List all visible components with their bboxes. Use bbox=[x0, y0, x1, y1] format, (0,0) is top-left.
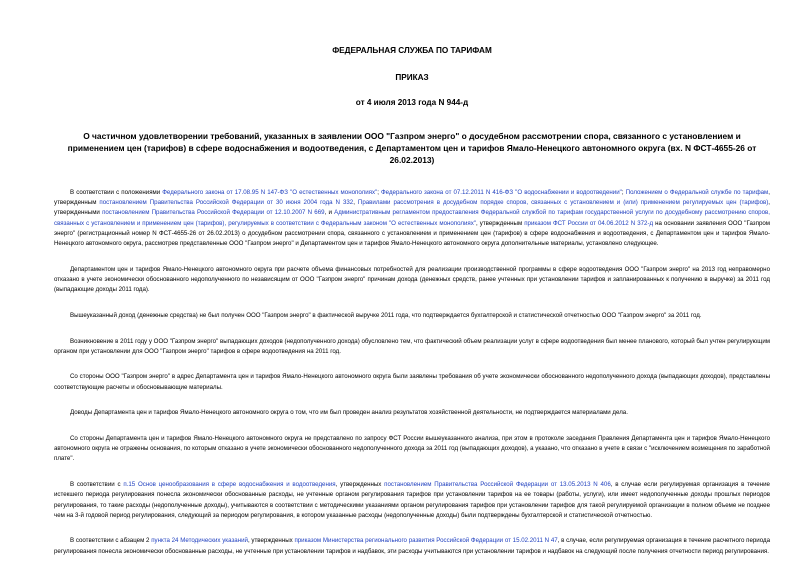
document-link[interactable]: пункта 24 Методических указаний bbox=[151, 537, 248, 545]
document-title: О частичном удовлетворении требований, указанных в заявлении ООО "Газпром энерго" о досудебном рассмотрении спора, связанного с установлением и применением цен (тарифов) в сфере водоснабжения и водоотведения, с Департаментом цен и тарифов Ямало-Ненецкого автономного округа (вх. N ФСТ-4655-26 от 26.02.2013) bbox=[67, 131, 757, 165]
paragraph-text: на основании заявления ООО "Газпром энерго" (регистрационный номер N ФСТ-4655-26 от 26.02.2013) о досудебном рассмотрении спора, связанного с установлением и применением цен (тарифов) в сфере водоснабжения и водоотведения, с Департаментом цен и тарифов Ямало-Ненецкого автономного округа, рассмотрев представленные ООО "Газпром энерго" и Департаментом цен и тарифов Ямало-Ненецкого автономного округа дополнительные материалы, установлено следующее. bbox=[54, 219, 770, 248]
body-paragraph bbox=[54, 480, 770, 521]
paragraph-text: ; bbox=[621, 189, 626, 196]
paragraph-text: Доводы Департамента цен и тарифов Ямало-Ненецкого автономного округа о том, что им был проведен анализ результатов хозяйственной деятельности, не подтверждается материалами дела. bbox=[70, 409, 628, 417]
paragraph-text: Со стороны Департамента цен и тарифов Ямало-Ненецкого автономного округа не представлено по запросу ФСТ России вышеуказанного анализа, при этом в протоколе заседания Правления Департамента цен и тарифов Ямало-Ненецкого автономного округа не отражены основания, по которым отказано в учете экономически обоснованного недополученного дохода за 2011 год (выпадающих доходов), а указано, что отказано в учете в связи с "исключением возмещения по заработной плате". bbox=[54, 435, 770, 463]
document-link[interactable]: постановлением Правительства Российской Федерации от 12.10.2007 N 669 bbox=[102, 209, 325, 217]
body-paragraph bbox=[54, 265, 770, 296]
document-link[interactable]: приказом ФСТ России от 04.06.2012 N 372-д bbox=[524, 219, 654, 227]
document-link[interactable]: Правилами рассмотрения в досудебном порядке споров, связанных с установлением и (или) применением регулируемых цен (тарифов) bbox=[357, 199, 769, 207]
paragraph-text: В соответствии с абзацем 2 bbox=[70, 537, 152, 545]
paragraph-text: , утвержденными bbox=[54, 199, 771, 217]
paragraph-text: Вышеуказанный доход (денежные средства) не был получен ООО "Газпром энерго" в фактической выручке 2011 года, что подтверждается бухгалтерской и статистической отчетностью ООО "Газпром энерго" за 2011 год. bbox=[70, 311, 702, 319]
paragraph-text: В соответствии с положениями bbox=[70, 189, 163, 196]
paragraph-text: Возникновение в 2011 году у ООО "Газпром энерго" выпадающих доходов (недополученного дохода) обусловлено тем, что фактический объем реализации услуг в сфере водоотведения был менее планового, который был учтен регулирующим органом при установлении для ООО "Газпром энерго" тарифов в сфере водоотведения на 2011 год. bbox=[54, 337, 770, 355]
document-link[interactable]: п.15 Основ ценообразования в сфере водоснабжения и водоотведения bbox=[123, 481, 336, 489]
document-link[interactable]: Федерального закона от 07.12.2011 N 416-ФЗ "О водоснабжении и водоотведении" bbox=[381, 189, 622, 196]
document-link[interactable]: Федерального закона от 17.08.95 N 147-ФЗ "О естественных монополиях" bbox=[162, 189, 378, 196]
body-paragraph bbox=[54, 408, 770, 418]
document-body bbox=[54, 188, 770, 557]
body-paragraph bbox=[54, 536, 770, 556]
paragraph-text: , в случае если регулируемая организация в течение истекшего периода регулирования понесла экономически обоснованные расходы, не учтенные органом регулирования тарифов при установлении тарифов на ее товары (работы, услуги), или имеет недополученные доходы прошлых периодов регулирования, то такие расходы (недополученные доходы), учитываются в соответствии с методическими указаниями органом регулирования тарифов при установлении тарифов для такой регулируемой организации в полном объеме не позднее чем на 3-й годовой период регулирования, следующий за периодом регулирования, в котором указанные расходы (недополученные доходы) были подтверждены бухгалтерской и статистической отчетностью. bbox=[54, 481, 770, 519]
document-date: от 4 июля 2013 года N 944-д bbox=[355, 98, 469, 107]
paragraph-text: , утвержденным bbox=[54, 189, 770, 207]
document-link[interactable]: постановлением Правительства Российской Федерации от 13.05.2013 N 406 bbox=[384, 481, 611, 489]
agency-heading: ФЕДЕРАЛЬНАЯ СЛУЖБА ПО ТАРИФАМ bbox=[332, 46, 492, 55]
paragraph-text: , утвержденных bbox=[247, 537, 295, 545]
body-paragraph bbox=[54, 372, 770, 392]
document-link[interactable]: Административным регламентом предоставления Федеральной службой по тарифам государственной услуги по досудебному рассмотрению споров, связанных с установлением и применением цен (тарифов), регулируемых в соответствии с Федеральным законом "О естественных монополиях" bbox=[54, 209, 770, 227]
document-link[interactable]: Положением о Федеральной службе по тарифам bbox=[625, 189, 769, 196]
paragraph-text: , в случае, если регулируемая организация в течение расчетного периода регулирования понесла экономически обоснованные расходы, не учтенные при установлении тарифов и надбавок, эти расходы учитываются при установлении тарифов и надбавок на следующий после получения отчетности период регулирования. bbox=[54, 537, 770, 555]
paragraph-text: Департаментом цен и тарифов Ямало-Ненецкого автономного округа при расчете объема финансовых потребностей для реализации производственной программы в сфере водоотведения ООО "Газпром энерго" на 2013 год неправомерно отказано в учете экономически обоснованного недополученного по независящим от ООО "Газпром энерго" причинам дохода (денежных средств, ранее учтенных при установлении тарифов и запланированных к получению в выручке) за 2011 год (выпадающие доходы 2011 года). bbox=[54, 265, 770, 294]
body-paragraph bbox=[54, 434, 770, 465]
paragraph-text: , bbox=[353, 199, 358, 207]
paragraph-text: В соответствии с bbox=[70, 481, 124, 489]
document-type-heading: ПРИКАЗ bbox=[395, 73, 429, 82]
body-paragraph bbox=[54, 337, 770, 357]
document-link[interactable]: постановлением Правительства Российской Федерации от 30 июня 2004 года N 332 bbox=[99, 199, 354, 207]
document-link[interactable]: приказом Министерства регионального развития Российской Федерации от 15.02.2011 N 47 bbox=[294, 537, 558, 545]
paragraph-text: , утвержденных bbox=[335, 481, 385, 489]
paragraph-text: , утвержденным bbox=[476, 219, 525, 227]
body-paragraph bbox=[54, 311, 770, 321]
paragraph-text: , и bbox=[324, 209, 335, 217]
paragraph-text: ; bbox=[377, 189, 382, 196]
paragraph-text: Со стороны ООО "Газпром энерго" в адрес Департамента цен и тарифов Ямало-Ненецкого автономного округа были заявлены требования об учете экономически обоснованного недополученного дохода (выпадающих доходов), представлены соответствующие расчеты и обосновывающие материалы. bbox=[54, 373, 770, 391]
body-paragraph bbox=[54, 188, 770, 249]
